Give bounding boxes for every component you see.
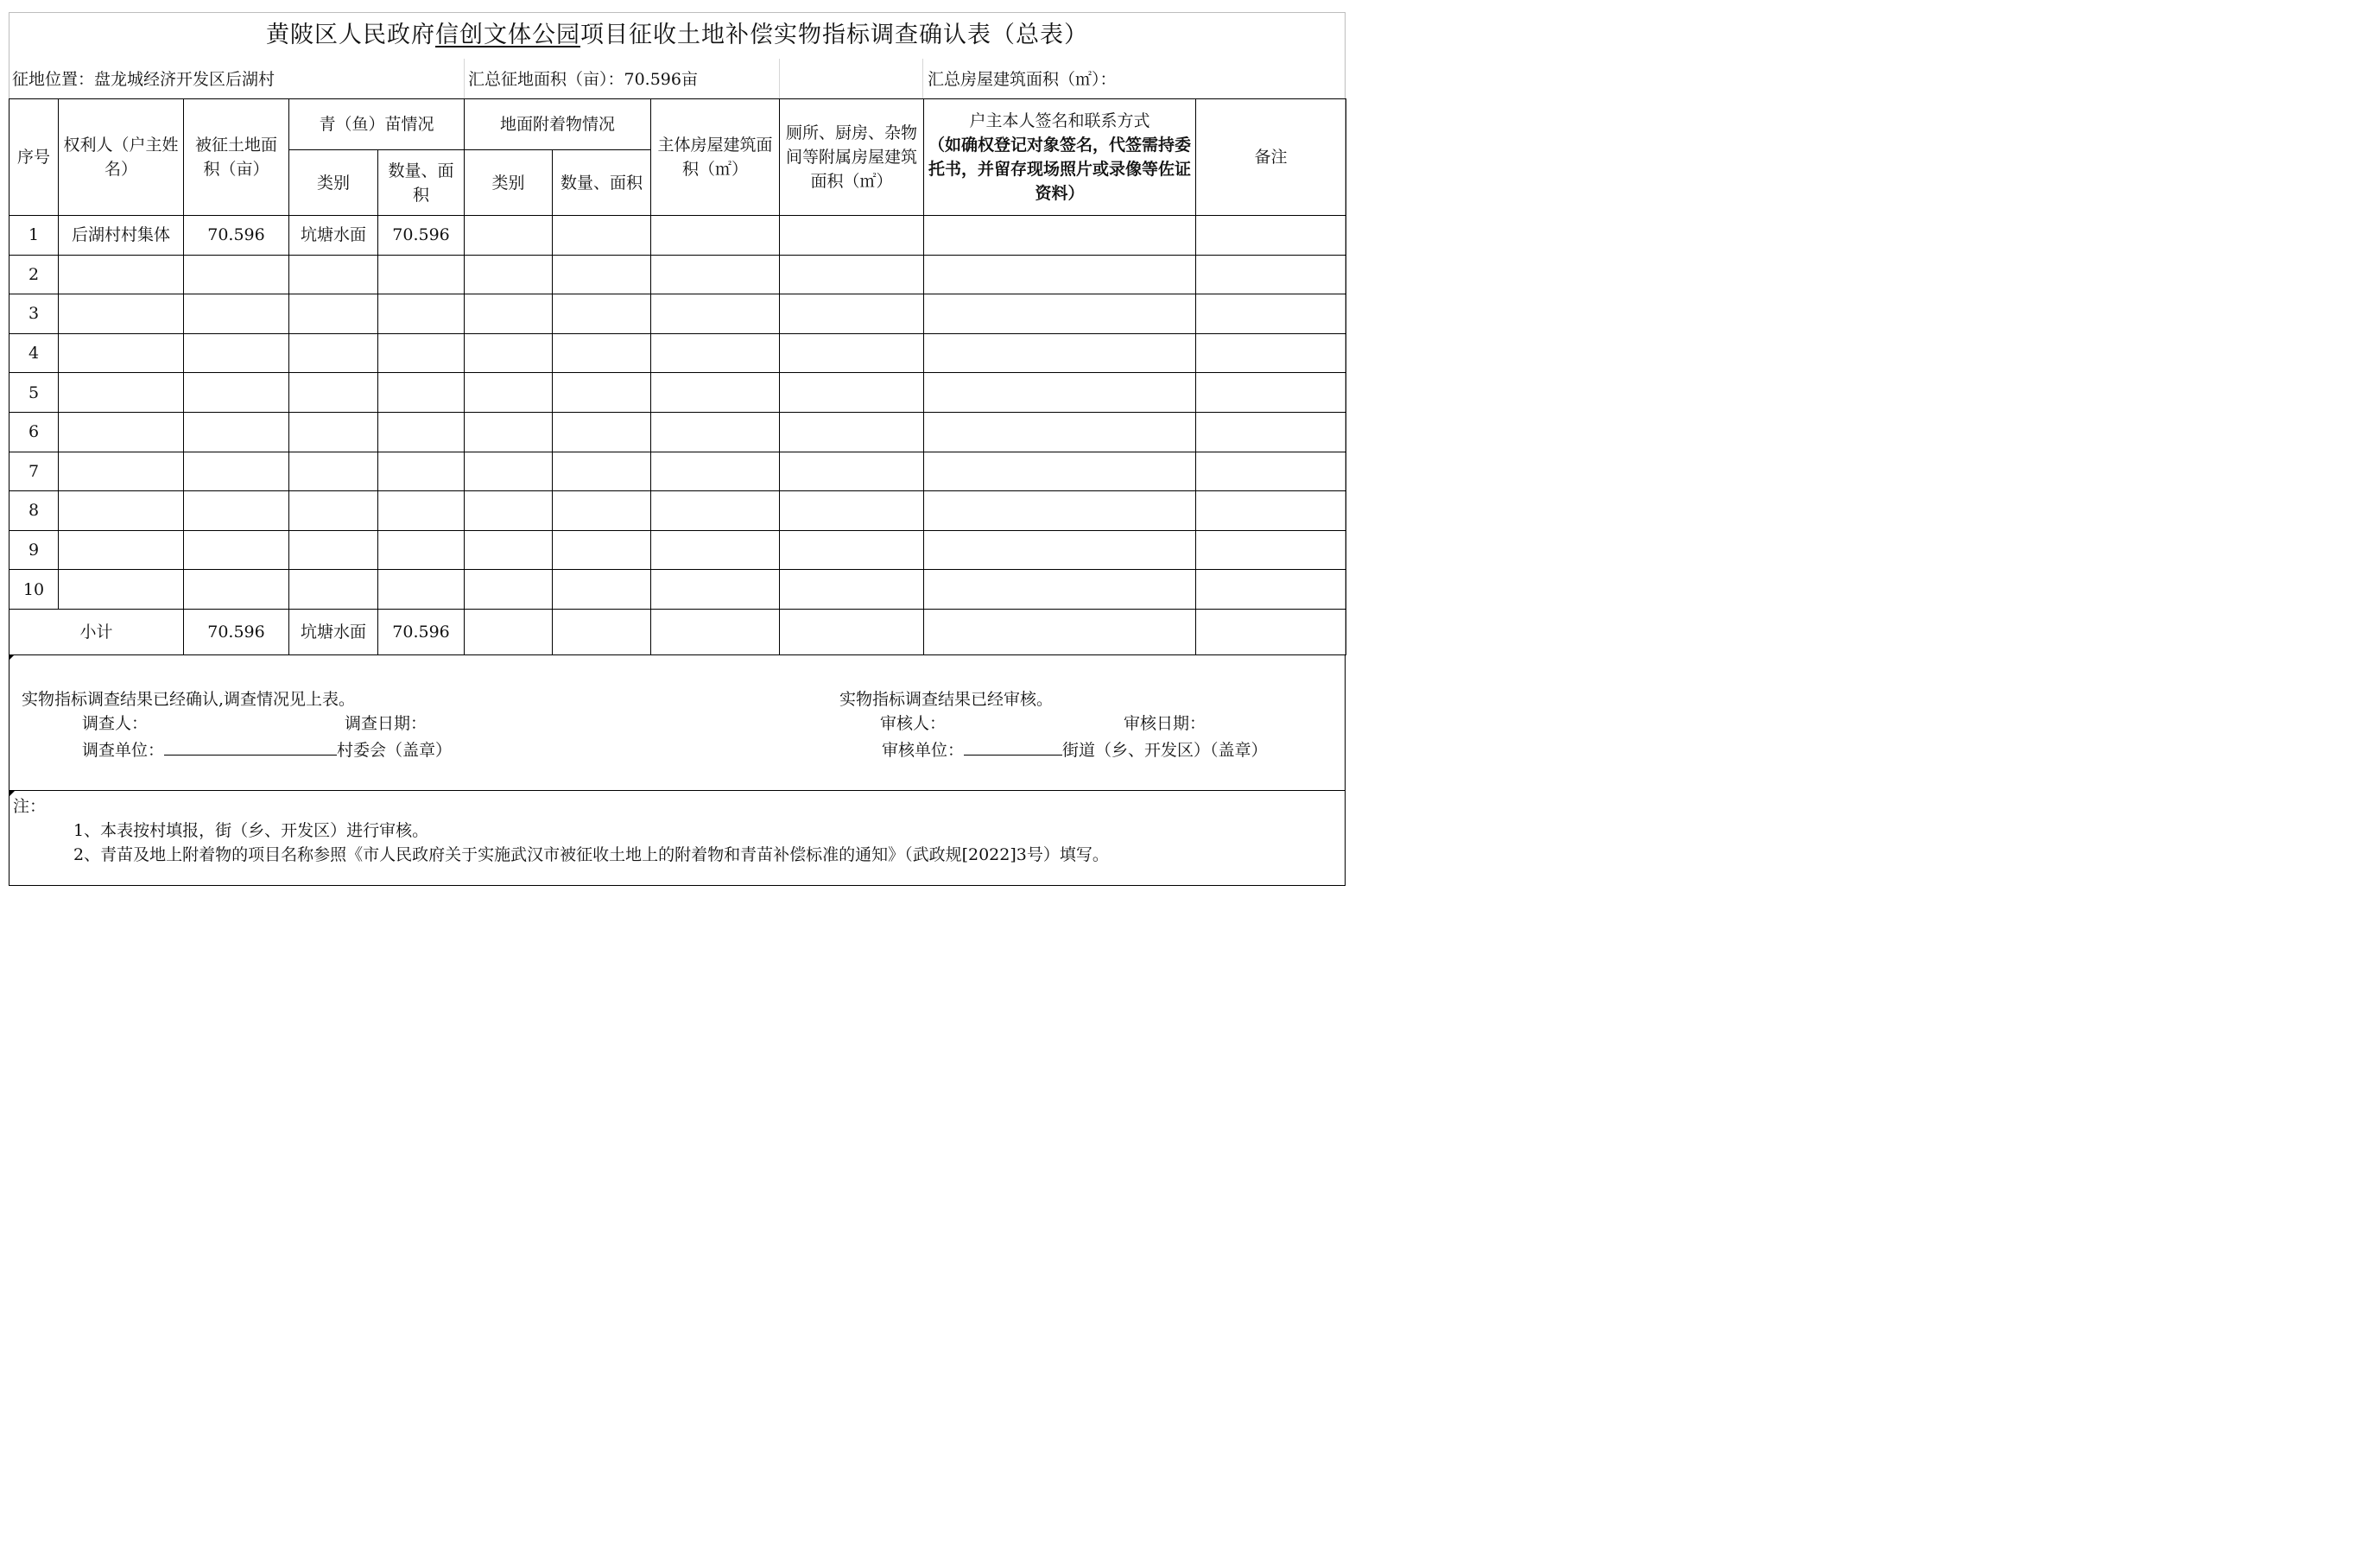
- row-owner: [59, 491, 184, 531]
- table-row: [10, 570, 1346, 610]
- row-crops-qty: [378, 333, 465, 373]
- review-unit-suffix: 街道（乡、开发区）（盖章）: [1062, 741, 1268, 760]
- form-title: [9, 12, 1346, 59]
- row-signature: [924, 570, 1196, 610]
- cell-comment-marker: [10, 654, 15, 660]
- reviewer-label: 审核人：: [880, 714, 947, 733]
- row-land-area: [184, 255, 289, 294]
- row-remarks: [1196, 216, 1346, 256]
- row-attachments-type: [465, 412, 553, 452]
- row-signature: [924, 255, 1196, 294]
- header-crops-group: 青（鱼）苗情况: [289, 99, 465, 150]
- review-unit: [882, 737, 1268, 761]
- row-seq: 7: [10, 452, 59, 491]
- row-attachments-qty: [553, 294, 651, 334]
- row-attachments-qty: [553, 333, 651, 373]
- row-land-area: [184, 491, 289, 531]
- investigation-unit: [82, 737, 452, 761]
- row-attachments-qty: [553, 255, 651, 294]
- land-location: 征地位置：盘龙城经济开发区后湖村: [12, 70, 276, 89]
- row-crops-type: [289, 452, 378, 491]
- row-main-building: [651, 333, 780, 373]
- header-signature-line1: 户主本人签名和联系方式: [969, 111, 1150, 130]
- row-seq: 1: [10, 216, 59, 256]
- row-attachments-type: [465, 216, 553, 256]
- row-crops-type: [289, 333, 378, 373]
- row-signature: [924, 294, 1196, 334]
- row-aux-building: [780, 255, 924, 294]
- survey-table: [9, 98, 1346, 655]
- row-aux-building: [780, 294, 924, 334]
- row-attachments-qty: [553, 530, 651, 570]
- confirmation-section: [9, 654, 1346, 791]
- row-main-building: [651, 216, 780, 256]
- note-item: 2、青苗及地上附着物的项目名称参照《市人民政府关于实施武汉市被征收土地上的附着物和青苗补偿标准的通知》（武政规[2022]3号）填写。: [73, 845, 1109, 864]
- title-prefix: 黄陂区人民政府: [266, 22, 435, 48]
- row-crops-type: [289, 373, 378, 413]
- subtotal-crops-qty: 70.596: [378, 609, 465, 654]
- review-date-label: 审核日期：: [1124, 714, 1206, 733]
- row-attachments-type: [465, 373, 553, 413]
- row-aux-building: [780, 452, 924, 491]
- note-item: 1、本表按村填报，街（乡、开发区）进行审核。: [73, 821, 429, 840]
- subtotal-land-area: 70.596: [184, 609, 289, 654]
- row-attachments-qty: [553, 452, 651, 491]
- row-owner: [59, 294, 184, 334]
- subtotal-signature: [924, 609, 1196, 654]
- row-remarks: [1196, 570, 1346, 610]
- row-remarks: [1196, 452, 1346, 491]
- row-land-area: [184, 452, 289, 491]
- row-crops-type: [289, 294, 378, 334]
- row-aux-building: [780, 491, 924, 531]
- row-main-building: [651, 570, 780, 610]
- row-owner: [59, 412, 184, 452]
- header-attachments-group: 地面附着物情况: [465, 99, 651, 150]
- row-signature: [924, 216, 1196, 256]
- row-crops-qty: [378, 255, 465, 294]
- row-attachments-type: [465, 452, 553, 491]
- subtotal-remarks: [1196, 609, 1346, 654]
- row-attachments-type: [465, 491, 553, 531]
- row-attachments-type: [465, 333, 553, 373]
- row-owner: [59, 570, 184, 610]
- row-crops-type: 坑塘水面: [289, 216, 378, 256]
- title-suffix: 项目征收土地补偿实物指标调查确认表（总表）: [580, 22, 1088, 48]
- subtotal-aux-building: [780, 609, 924, 654]
- row-attachments-qty: [553, 373, 651, 413]
- header-crops-type: 类别: [289, 150, 378, 216]
- row-land-area: [184, 530, 289, 570]
- row-crops-qty: [378, 530, 465, 570]
- row-crops-qty: [378, 570, 465, 610]
- subtotal-attachments-type: [465, 609, 553, 654]
- row-seq: 6: [10, 412, 59, 452]
- table-row: [10, 452, 1346, 491]
- row-main-building: [651, 530, 780, 570]
- row-seq: 10: [10, 570, 59, 610]
- header-signature-line2: （如确权登记对象签名，代签需持委托书，并留存现场照片或录像等佐证资料）: [928, 136, 1192, 203]
- row-crops-qty: [378, 452, 465, 491]
- row-seq: 2: [10, 255, 59, 294]
- table-row: [10, 491, 1346, 531]
- row-remarks: [1196, 373, 1346, 413]
- row-signature: [924, 452, 1196, 491]
- row-crops-type: [289, 255, 378, 294]
- row-owner: [59, 333, 184, 373]
- total-land-area: 汇总征地面积（亩）：70.596亩: [468, 70, 698, 89]
- row-remarks: [1196, 491, 1346, 531]
- subtotal-main-building: [651, 609, 780, 654]
- row-main-building: [651, 294, 780, 334]
- row-land-area: [184, 333, 289, 373]
- header-aux-building-area: 厕所、厨房、杂物间等附属房屋建筑面积（㎡）: [780, 99, 924, 216]
- subtotal-crops-type: 坑塘水面: [289, 609, 378, 654]
- row-aux-building: [780, 412, 924, 452]
- title-project-name: 信创文体公园: [435, 22, 580, 48]
- header-main-building-area: 主体房屋建筑面积（㎡）: [651, 99, 780, 216]
- row-attachments-qty: [553, 216, 651, 256]
- row-land-area: [184, 570, 289, 610]
- row-attachments-type: [465, 570, 553, 610]
- row-main-building: [651, 255, 780, 294]
- header-remarks: 备注: [1196, 99, 1346, 216]
- row-aux-building: [780, 373, 924, 413]
- table-row: [10, 373, 1346, 413]
- investigation-date-label: 调查日期：: [345, 714, 428, 733]
- table-row: [10, 412, 1346, 452]
- row-main-building: [651, 452, 780, 491]
- header-attachments-type: 类别: [465, 150, 553, 216]
- row-crops-type: [289, 491, 378, 531]
- row-seq: 8: [10, 491, 59, 531]
- row-crops-type: [289, 570, 378, 610]
- row-remarks: [1196, 530, 1346, 570]
- table-body: [10, 216, 1346, 610]
- row-land-area: [184, 373, 289, 413]
- row-land-area: [184, 412, 289, 452]
- row-crops-type: [289, 530, 378, 570]
- investigation-unit-label: 调查单位：: [82, 741, 165, 760]
- row-remarks: [1196, 255, 1346, 294]
- row-signature: [924, 333, 1196, 373]
- row-attachments-qty: [553, 412, 651, 452]
- row-seq: 4: [10, 333, 59, 373]
- row-crops-qty: [378, 491, 465, 531]
- row-signature: [924, 530, 1196, 570]
- investigator-label: 调查人：: [82, 714, 149, 733]
- header-seq: 序号: [10, 99, 59, 216]
- investigation-unit-suffix: 村委会（盖章）: [337, 741, 453, 760]
- subtotal-attachments-qty: [553, 609, 651, 654]
- notes-label: 注：: [13, 797, 47, 816]
- table-row: [10, 255, 1346, 294]
- row-crops-type: [289, 412, 378, 452]
- info-divider: [464, 59, 465, 98]
- row-seq: 3: [10, 294, 59, 334]
- row-seq: 9: [10, 530, 59, 570]
- row-remarks: [1196, 333, 1346, 373]
- header-owner: 权利人（户主姓名）: [59, 99, 184, 216]
- row-owner: [59, 452, 184, 491]
- row-land-area: 70.596: [184, 216, 289, 256]
- investigation-unit-blank: [164, 737, 337, 756]
- row-owner: 后湖村村集体: [59, 216, 184, 256]
- header-signature: [924, 99, 1196, 216]
- info-divider: [779, 59, 780, 98]
- review-statement: 实物指标调查结果已经审核。: [839, 690, 1054, 709]
- row-crops-qty: [378, 294, 465, 334]
- row-aux-building: [780, 333, 924, 373]
- row-attachments-qty: [553, 570, 651, 610]
- row-seq: 5: [10, 373, 59, 413]
- row-aux-building: [780, 216, 924, 256]
- table-row: [10, 294, 1346, 334]
- table-row: [10, 333, 1346, 373]
- row-signature: [924, 412, 1196, 452]
- row-signature: [924, 373, 1196, 413]
- notes-section: [9, 791, 1346, 886]
- row-attachments-type: [465, 294, 553, 334]
- row-land-area: [184, 294, 289, 334]
- row-aux-building: [780, 570, 924, 610]
- investigation-statement: 实物指标调查结果已经确认,调查情况见上表。: [22, 690, 356, 709]
- header-attachments-qty: 数量、面积: [553, 150, 651, 216]
- subtotal-row: [10, 609, 1346, 654]
- row-attachments-type: [465, 530, 553, 570]
- row-crops-qty: [378, 412, 465, 452]
- info-divider: [922, 59, 923, 98]
- row-crops-qty: 70.596: [378, 216, 465, 256]
- row-attachments-type: [465, 255, 553, 294]
- row-remarks: [1196, 294, 1346, 334]
- row-owner: [59, 255, 184, 294]
- row-signature: [924, 491, 1196, 531]
- header-land-area: 被征土地面积（亩）: [184, 99, 289, 216]
- table-row: [10, 216, 1346, 256]
- header-crops-qty: 数量、面积: [378, 150, 465, 216]
- row-owner: [59, 373, 184, 413]
- row-attachments-qty: [553, 491, 651, 531]
- row-aux-building: [780, 530, 924, 570]
- table-row: [10, 530, 1346, 570]
- row-remarks: [1196, 412, 1346, 452]
- review-unit-blank: [964, 737, 1062, 756]
- row-main-building: [651, 491, 780, 531]
- header-row-1: [10, 99, 1346, 150]
- row-owner: [59, 530, 184, 570]
- row-crops-qty: [378, 373, 465, 413]
- total-building-area: 汇总房屋建筑面积（㎡）：: [928, 70, 1117, 89]
- review-unit-label: 审核单位：: [882, 741, 965, 760]
- row-main-building: [651, 373, 780, 413]
- row-main-building: [651, 412, 780, 452]
- subtotal-label: 小计: [10, 609, 184, 654]
